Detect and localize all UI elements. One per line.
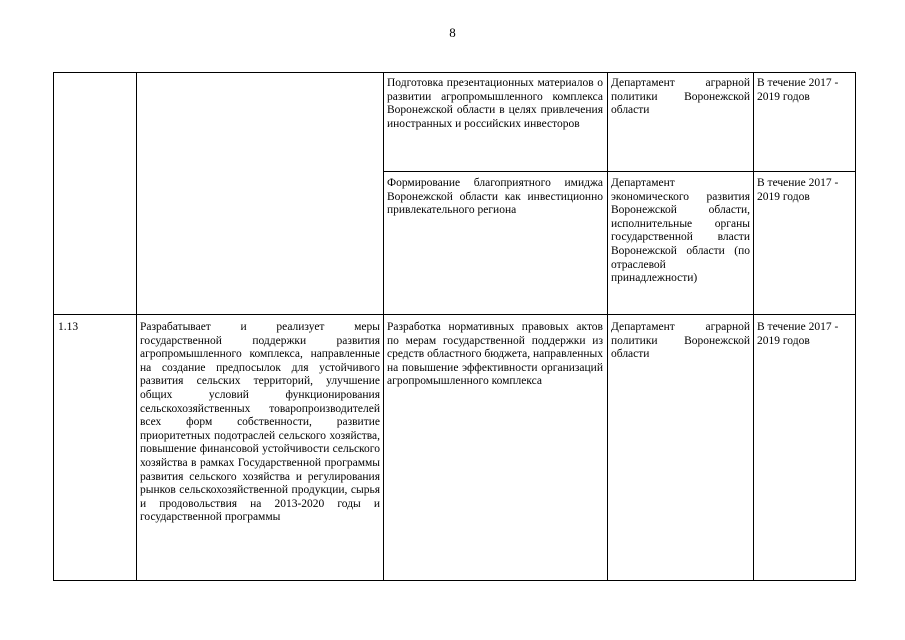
col-divider — [753, 72, 754, 581]
table-cell-measure: Разрабатывает и реализует меры государственной поддержки развития агропромышленного комплекса, направленные на создание предпосылок для устойчивого развития сельских территорий, улучшение общих условий функционирования сельскохозяйственных товаропроизводителей всех форм собственности, развитие приоритетных подотраслей сельского хозяйства, повышение финансовой устойчивости сельского хозяйства в рамках Государственной программы развития сельского хозяйства и регулирования рынков сельскохозяйственной продукции, сырья и продовольствия на 2013-2020 годы и государственной программы — [140, 321, 380, 524]
table-border-bottom — [53, 580, 856, 581]
table-cell-activity: Подготовка презентационных материалов о развитии агропромышленного комплекса Воронежской области в целях привлечения иностранных и российских инвесторов — [387, 77, 603, 130]
table-cell-executor: Департамент аграрной политики Воронежской области — [611, 77, 750, 117]
col-divider — [607, 72, 608, 581]
table-cell-term: В течение 2017 - 2019 годов — [757, 321, 839, 347]
col-divider — [383, 72, 384, 581]
table-cell-executor: Департамент аграрной политики Воронежской области — [611, 321, 750, 361]
table-border-top — [53, 72, 856, 73]
table-cell-activity: Формирование благоприятного имиджа Воронежской области как инвестиционно привлекательного региона — [387, 177, 603, 217]
col-divider — [855, 72, 856, 581]
row-divider — [53, 314, 856, 315]
row-divider — [383, 171, 856, 172]
table-cell-executor: Департамент экономического развития Воронежской области, исполнительные органы государственной власти Воронежской области (по отраслевой принадлежности) — [611, 177, 750, 285]
table-cell-activity: Разработка нормативных правовых актов по мерам государственной поддержки из средств областного бюджета, направленных на повышение эффективности организаций агропромышленного комплекса — [387, 321, 603, 388]
col-divider — [136, 72, 137, 581]
table-cell-term: В течение 2017 - 2019 годов — [757, 77, 839, 103]
page-number: 8 — [449, 25, 456, 40]
table-cell-term: В течение 2017 - 2019 годов — [757, 177, 839, 203]
table-cell-number: 1.13 — [58, 321, 79, 333]
col-divider — [53, 72, 54, 581]
